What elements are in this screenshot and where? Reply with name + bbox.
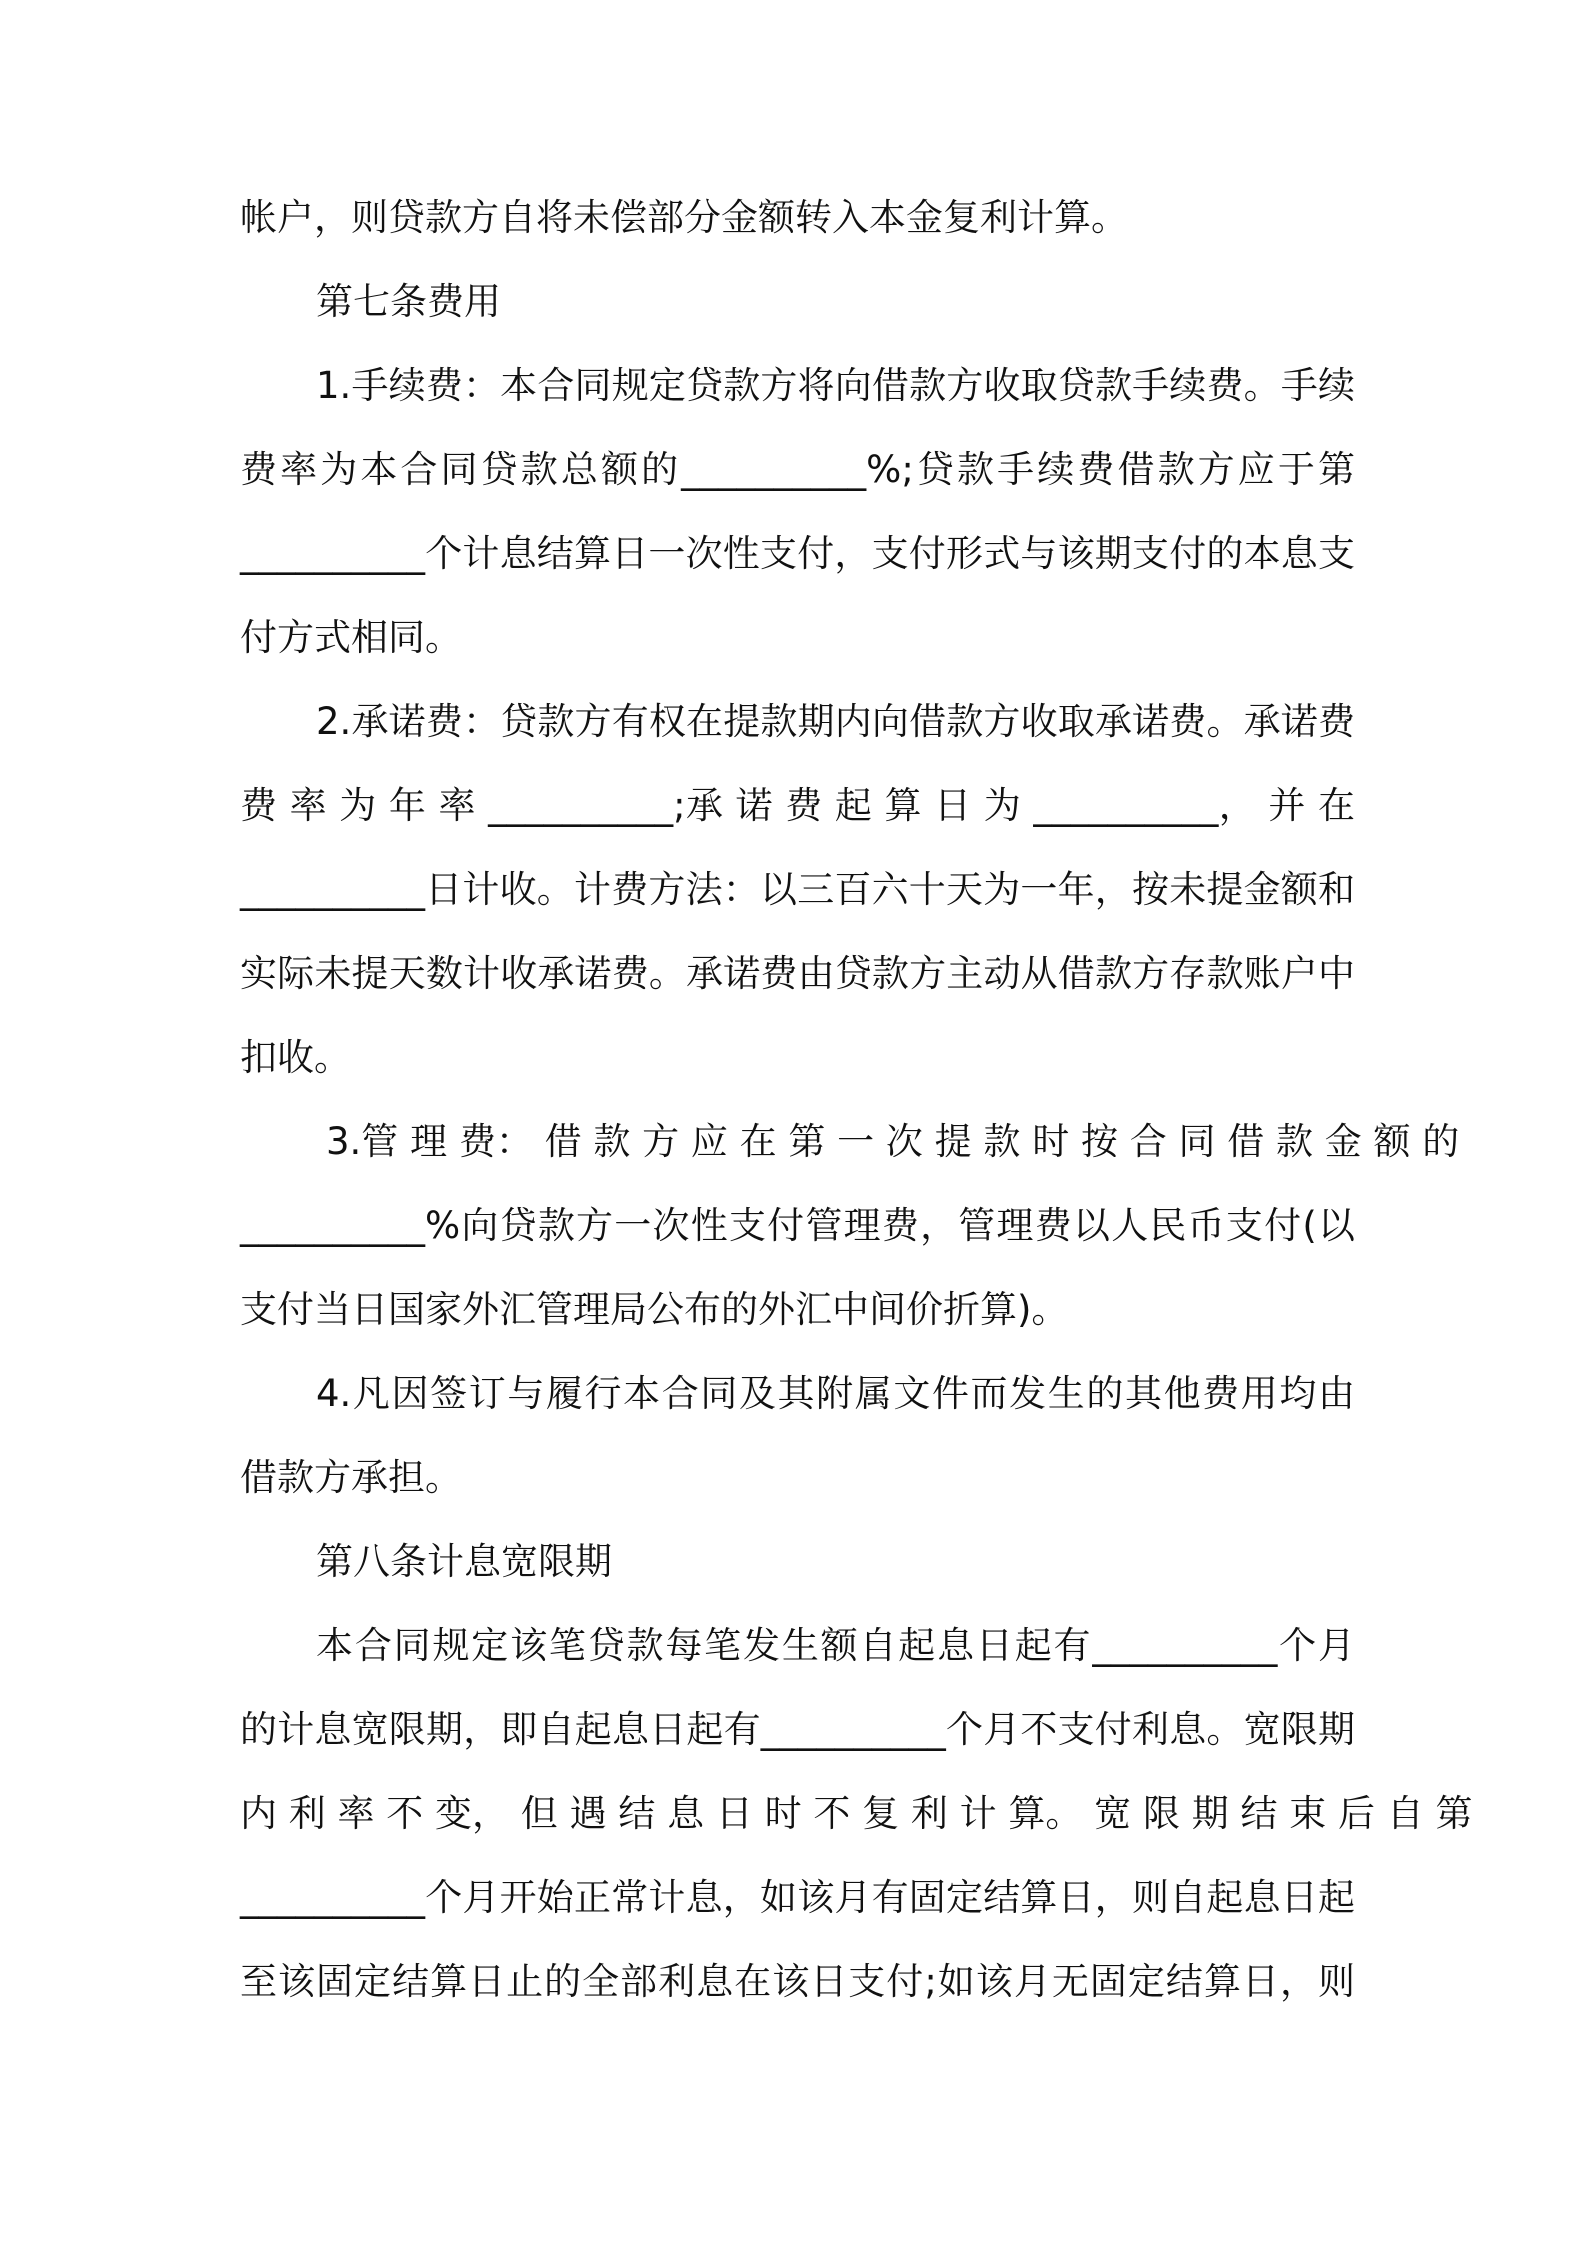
text-line-22: 至该固定结算日止的全部利息在该日支付;如该月无固定结算日，则 <box>240 1960 1355 2003</box>
text-line-4: 费率为本合同贷款总额的__________%;贷款手续费借款方应于第 <box>240 448 1355 491</box>
text-line-12: 3.管 理 费： 借 款 方 应 在 第 一 次 提 款 时 按 合 同 借 款 金 额 的 <box>326 1120 1460 1163</box>
text-line-6: 付方式相同。 <box>240 616 462 659</box>
text-line-7: 2.承诺费：贷款方有权在提款期内向借款方收取承诺费。承诺费 <box>316 700 1355 743</box>
text-line-19: 的计息宽限期，即自起息日起有__________个月不支付利息。宽限期 <box>240 1708 1355 1751</box>
text-line-11: 扣收。 <box>240 1036 351 1079</box>
article-8-heading: 第八条计息宽限期 <box>316 1540 612 1583</box>
text-line-9: __________日计收。计费方法：以三百六十天为一年，按未提金额和 <box>240 868 1355 911</box>
text-line-13: __________%向贷款方一次性支付管理费，管理费以人民币支付(以 <box>240 1204 1355 1247</box>
text-line-18: 本合同规定该笔贷款每笔发生额自起息日起有__________个月 <box>316 1624 1355 1667</box>
text-line-3: 1.手续费：本合同规定贷款方将向借款方收取贷款手续费。手续 <box>316 364 1355 407</box>
article-7-heading: 第七条费用 <box>316 280 501 323</box>
text-line-20: 内 利 率 不 变， 但 遇 结 息 日 时 不 复 利 计 算。 宽 限 期 结 束 后 自 第 <box>240 1792 1473 1835</box>
text-line-15: 4.凡因签订与履行本合同及其附属文件而发生的其他费用均由 <box>316 1372 1355 1415</box>
text-line-16: 借款方承担。 <box>240 1456 462 1499</box>
text-line-5: __________个计息结算日一次性支付，支付形式与该期支付的本息支 <box>240 532 1355 575</box>
text-line-1: 帐户，则贷款方自将未偿部分金额转入本金复利计算。 <box>240 196 1128 239</box>
text-line-14: 支付当日国家外汇管理局公布的外汇中间价折算)。 <box>240 1288 1069 1331</box>
text-line-10: 实际未提天数计收承诺费。承诺费由贷款方主动从借款方存款账户中 <box>240 952 1355 995</box>
text-line-8: 费 率 为 年 率 __________;承 诺 费 起 算 日 为 __________， 并 在 <box>240 784 1355 827</box>
text-line-21: __________个月开始正常计息，如该月有固定结算日，则自起息日起 <box>240 1876 1355 1919</box>
